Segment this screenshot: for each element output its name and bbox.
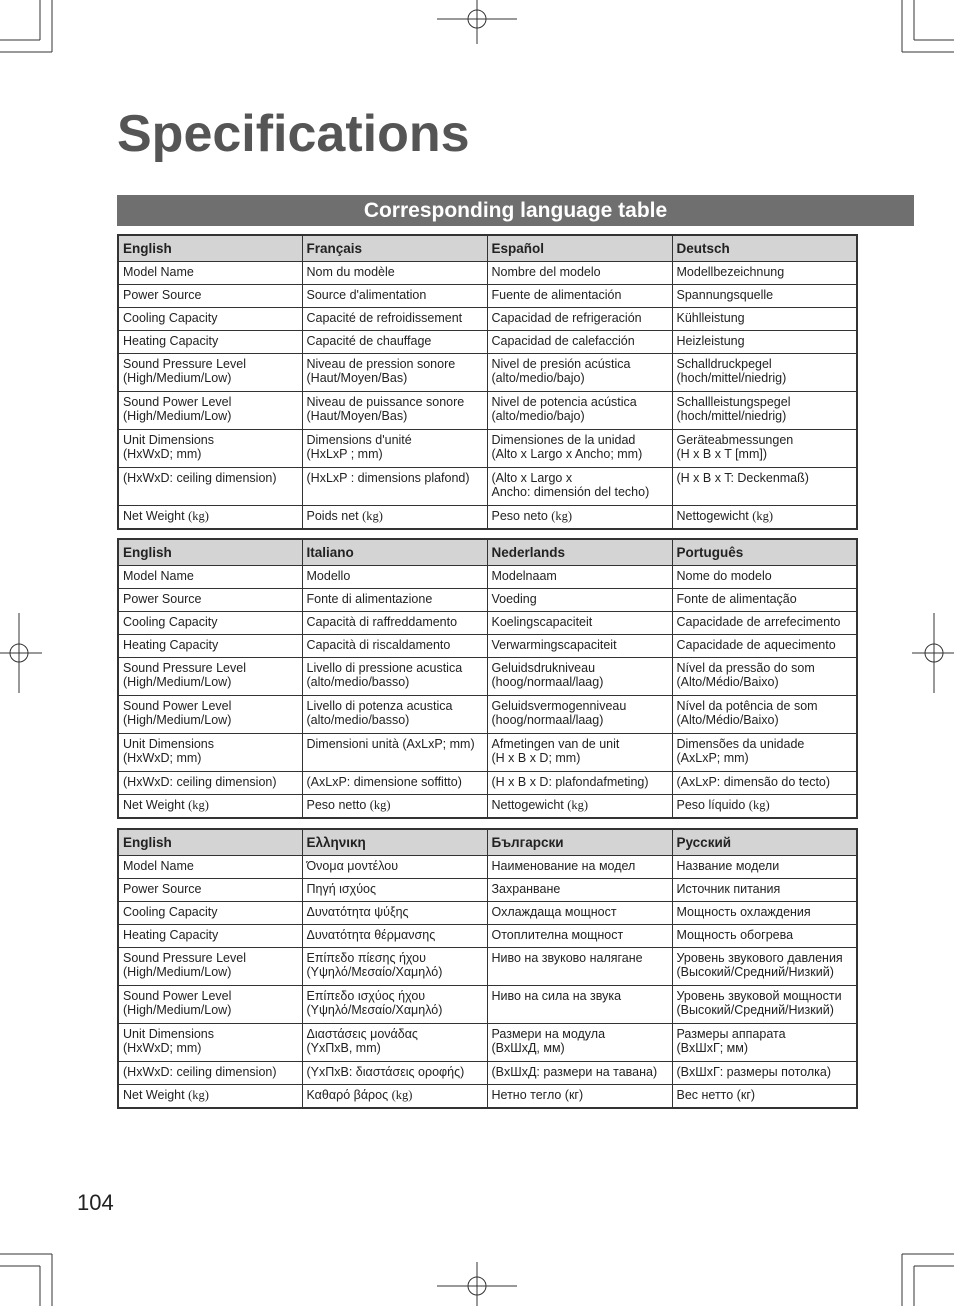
cell-text: Размеры аппарата (ВxШxГ; мм) (676, 1027, 786, 1055)
unit-kg: (kg) (188, 509, 209, 523)
table-cell (118, 658, 302, 696)
registration-mark-bottom (437, 1262, 517, 1306)
table-cell (118, 925, 302, 948)
cell-text: Source d'alimentation (306, 288, 427, 302)
table-cell (118, 1024, 302, 1062)
cell-text: Heizleistung (676, 334, 745, 348)
table-cell (672, 612, 857, 635)
table-cell (672, 795, 857, 818)
cell-text: Nível da pressão do som (Alto/Médio/Baixo) (676, 661, 815, 689)
unit-kg: (kg) (369, 798, 391, 812)
column-header: Português (672, 539, 857, 566)
table-cell (118, 696, 302, 734)
table-cell (487, 986, 672, 1024)
table-cell (302, 795, 487, 818)
table-cell (672, 1062, 857, 1085)
cell-text: Отоплителна мощност (491, 928, 624, 942)
table-cell (672, 856, 857, 879)
table-cell (118, 308, 302, 331)
table-cell (487, 1085, 672, 1108)
cell-text: Sound Pressure Level (High/Medium/Low) (123, 661, 246, 689)
table-cell (487, 696, 672, 734)
table-cell (487, 856, 672, 879)
cell-text: Ниво на сила на звука (491, 989, 622, 1003)
cell-text: Καθαρό βάρος (306, 1088, 392, 1102)
cell-text: Peso netto (306, 798, 370, 812)
cell-text: (Alto x Largo x Ancho: dimensión del techo) (491, 471, 650, 499)
table-cell (302, 506, 487, 529)
cell-text: Nível da potência de som (Alto/Médio/Baixo) (676, 699, 818, 727)
page-title: Specifications (117, 105, 470, 163)
cell-text: Nettogewicht (676, 509, 753, 523)
table-row (118, 856, 857, 879)
table-cell (487, 430, 672, 468)
table-cell (487, 468, 672, 506)
table-cell (118, 856, 302, 879)
cell-text: Sound Power Level (High/Medium/Low) (123, 989, 232, 1017)
cell-text: Schalldruckpegel (hoch/mittel/niedrig) (676, 357, 787, 385)
cell-text: (HxWxD: ceiling dimension) (123, 775, 277, 789)
cell-text: Мощность охлаждения (676, 905, 811, 919)
table-cell (672, 308, 857, 331)
cell-text: Afmetingen van de unit (H x B x D; mm) (491, 737, 620, 765)
table-row (118, 948, 857, 986)
crop-mark-top-right (894, 0, 954, 60)
cell-text: Nom du modèle (306, 265, 395, 279)
table-cell (487, 566, 672, 589)
unit-kg: (kg) (188, 798, 209, 812)
table-cell (302, 635, 487, 658)
table-cell (672, 635, 857, 658)
cell-text: Sound Pressure Level (High/Medium/Low) (123, 357, 246, 385)
table-cell (487, 308, 672, 331)
unit-kg: (kg) (188, 1088, 209, 1102)
cell-text: Net Weight (123, 509, 189, 523)
table-cell (302, 430, 487, 468)
cell-text: Unit Dimensions (HxWxD; mm) (123, 433, 215, 461)
crop-mark-top-left (0, 0, 60, 60)
crop-mark-bottom-right (894, 1246, 954, 1306)
table-cell (302, 566, 487, 589)
table-cell (487, 734, 672, 772)
cell-text: Modello (306, 569, 351, 583)
table-cell (118, 506, 302, 529)
table-cell (118, 635, 302, 658)
table-cell (118, 262, 302, 285)
cell-text: Net Weight (123, 798, 189, 812)
cell-text: Schallleistungspegel (hoch/mittel/niedrig) (676, 395, 791, 423)
table-cell (302, 696, 487, 734)
column-header: Русский (672, 829, 857, 856)
table-row (118, 589, 857, 612)
table-cell (487, 392, 672, 430)
cell-text: Net Weight (123, 1088, 189, 1102)
table-cell (118, 772, 302, 795)
cell-text: Sound Pressure Level (High/Medium/Low) (123, 951, 246, 979)
cell-text: Livello di potenza acustica (alto/medio/basso) (306, 699, 453, 727)
column-header: Nederlands (487, 539, 672, 566)
cell-text: Ниво на звуково налягане (491, 951, 643, 965)
cell-text: Capacità di riscaldamento (306, 638, 451, 652)
language-table-2 (117, 538, 858, 819)
table-cell (302, 331, 487, 354)
cell-text: Dimensioni unità (AxLxP; mm) (306, 737, 475, 751)
cell-text: (ВxШxД: размери на тавана) (491, 1065, 658, 1079)
table-cell (118, 795, 302, 818)
table-cell (302, 986, 487, 1024)
cell-text: Δυνατότητα ψύξης (306, 905, 409, 919)
table-cell (487, 658, 672, 696)
cell-text: Охлаждаща мощност (491, 905, 617, 919)
cell-text: Geluidsvermogenniveau (hoog/normaal/laag) (491, 699, 627, 727)
cell-text: Название модели (676, 859, 780, 873)
table-cell (118, 285, 302, 308)
unit-kg: (kg) (362, 509, 383, 523)
cell-text: Voeding (491, 592, 537, 606)
table-row (118, 566, 857, 589)
cell-text: Sound Power Level (High/Medium/Low) (123, 395, 232, 423)
cell-text: Niveau de pression sonore (Haut/Moyen/Bas) (306, 357, 456, 385)
cell-text: (HxLxP : dimensions plafond) (306, 471, 470, 485)
table-row (118, 430, 857, 468)
table-row (118, 612, 857, 635)
table-cell (302, 589, 487, 612)
registration-mark-left (0, 613, 42, 693)
cell-text: Наименование на модел (491, 859, 636, 873)
cell-text: Επίπεδο πίεσης ήχου (Υψηλό/Μεσαίο/Χαμηλό) (306, 951, 443, 979)
table-row (118, 734, 857, 772)
column-header: Deutsch (672, 235, 857, 262)
table-row (118, 354, 857, 392)
cell-text: Geluidsdrukniveau (hoog/normaal/laag) (491, 661, 604, 689)
table-row (118, 902, 857, 925)
table-cell (487, 879, 672, 902)
registration-mark-right (912, 613, 954, 693)
column-header: Ελληνικη (302, 829, 487, 856)
table-row (118, 696, 857, 734)
table-cell (118, 879, 302, 902)
table-cell (672, 1024, 857, 1062)
cell-text: Model Name (123, 569, 194, 583)
table-row (118, 392, 857, 430)
table-header-row (118, 829, 857, 856)
cell-text: Modelnaam (491, 569, 557, 583)
table-cell (672, 696, 857, 734)
cell-text: Capacidad de refrigeración (491, 311, 642, 325)
table-row (118, 285, 857, 308)
table-cell (118, 948, 302, 986)
table-cell (672, 902, 857, 925)
cell-text: Modellbezeichnung (676, 265, 785, 279)
cell-text: Capacité de refroidissement (306, 311, 463, 325)
cell-text: Fuente de alimentación (491, 288, 622, 302)
table-row (118, 772, 857, 795)
cell-text: Размери на модула (ВxШxД, мм) (491, 1027, 606, 1055)
cell-text: Nome do modelo (676, 569, 772, 583)
cell-text: Nettogewicht (491, 798, 568, 812)
unit-kg: (kg) (391, 1088, 413, 1102)
cell-text: Unit Dimensions (HxWxD; mm) (123, 737, 215, 765)
crop-mark-bottom-left (0, 1246, 60, 1306)
cell-text: Уровень звуковой мощности (Высокий/Средний/Низкий) (676, 989, 842, 1017)
table-cell (118, 430, 302, 468)
cell-text: Niveau de puissance sonore (Haut/Moyen/Bas) (306, 395, 465, 423)
cell-text: Model Name (123, 265, 194, 279)
table-cell (487, 589, 672, 612)
cell-text: Heating Capacity (123, 928, 219, 942)
cell-text: Нетно тегло (кг) (491, 1088, 584, 1102)
table-cell (487, 948, 672, 986)
table-cell (487, 1062, 672, 1085)
table-cell (487, 1024, 672, 1062)
cell-text: Мощность обогрева (676, 928, 794, 942)
table-cell (672, 430, 857, 468)
cell-text: Επίπεδο ισχύος ήχου (Υψηλό/Μεσαίο/Χαμηλό) (306, 989, 443, 1017)
table-cell (487, 262, 672, 285)
table-cell (302, 856, 487, 879)
cell-text: Peso neto (491, 509, 552, 523)
cell-text: (H x B x D: plafondafmeting) (491, 775, 649, 789)
cell-text: Захранване (491, 882, 561, 896)
cell-text: (AxLxP: dimensione soffitto) (306, 775, 462, 789)
table-cell (487, 612, 672, 635)
table-cell (302, 902, 487, 925)
table-cell (302, 948, 487, 986)
cell-text: Δυνατότητα θέρμανσης (306, 928, 436, 942)
table-cell (118, 612, 302, 635)
unit-kg: (kg) (567, 798, 589, 812)
table-row (118, 925, 857, 948)
cell-text: Unit Dimensions (HxWxD; mm) (123, 1027, 215, 1055)
table-cell (302, 354, 487, 392)
table-cell (672, 285, 857, 308)
table-cell (302, 772, 487, 795)
table-cell (118, 902, 302, 925)
cell-text: (HxWxD: ceiling dimension) (123, 471, 277, 485)
table-row (118, 308, 857, 331)
table-header-row (118, 235, 857, 262)
table-cell (672, 468, 857, 506)
table-cell (487, 506, 672, 529)
cell-text: (ВxШxГ: размеры потолка) (676, 1065, 831, 1079)
table-cell (487, 285, 672, 308)
table-row (118, 658, 857, 696)
page-number: 104 (77, 1190, 114, 1215)
column-header: English (118, 235, 302, 262)
table-cell (302, 285, 487, 308)
table-cell (302, 925, 487, 948)
table-cell (672, 948, 857, 986)
table-cell (118, 392, 302, 430)
cell-text: (HxWxD: ceiling dimension) (123, 1065, 277, 1079)
cell-text: Fonte di alimentazione (306, 592, 433, 606)
column-header: Français (302, 235, 487, 262)
cell-text: Poids net (306, 509, 363, 523)
table-row (118, 331, 857, 354)
table-cell (118, 986, 302, 1024)
table-cell (118, 1085, 302, 1108)
table-cell (672, 331, 857, 354)
cell-text: Fonte de alimentação (676, 592, 797, 606)
cell-text: (AxLxP: dimensão do tecto) (676, 775, 831, 789)
table-cell (672, 925, 857, 948)
language-table-1 (117, 234, 858, 530)
table-cell (302, 734, 487, 772)
cell-text: (ΥxΠxΒ: διαστάσεις οροφής) (306, 1065, 465, 1079)
table-cell (302, 879, 487, 902)
cell-text: Livello di pressione acustica (alto/medio/basso) (306, 661, 463, 689)
cell-text: Peso líquido (676, 798, 749, 812)
table-cell (302, 658, 487, 696)
table-row (118, 1024, 857, 1062)
cell-text: Geräteabmessungen (H x B x T [mm]) (676, 433, 794, 461)
table-cell (118, 589, 302, 612)
cell-text: Capacidad de calefacción (491, 334, 635, 348)
table-row (118, 506, 857, 529)
table-cell (672, 986, 857, 1024)
cell-text: Koelingscapaciteit (491, 615, 593, 629)
cell-text: Dimensions d'unité (HxLxP ; mm) (306, 433, 412, 461)
unit-kg: (kg) (752, 509, 774, 523)
table-cell (118, 354, 302, 392)
table-cell (118, 331, 302, 354)
cell-text: Capacidade de aquecimento (676, 638, 836, 652)
table-cell (118, 566, 302, 589)
table-cell (672, 734, 857, 772)
table-cell (672, 772, 857, 795)
column-header: Български (487, 829, 672, 856)
cell-text: Capacità di raffreddamento (306, 615, 458, 629)
table-cell (302, 262, 487, 285)
table-row (118, 986, 857, 1024)
table-row (118, 1062, 857, 1085)
table-cell (672, 566, 857, 589)
cell-text: Источник питания (676, 882, 781, 896)
cell-text: Cooling Capacity (123, 311, 218, 325)
table-cell (302, 1024, 487, 1062)
table-cell (672, 1085, 857, 1108)
column-header: English (118, 539, 302, 566)
table-cell (672, 658, 857, 696)
cell-text: Verwarmingscapaciteit (491, 638, 617, 652)
table-row (118, 1085, 857, 1108)
table-cell (302, 308, 487, 331)
table-cell (487, 772, 672, 795)
column-header: Español (487, 235, 672, 262)
cell-text: Spannungsquelle (676, 288, 774, 302)
column-header: Italiano (302, 539, 487, 566)
cell-text: Nivel de presión acústica (alto/medio/bajo) (491, 357, 631, 385)
cell-text: Dimensões da unidade (AxLxP; mm) (676, 737, 805, 765)
cell-text: Power Source (123, 592, 202, 606)
table-cell (487, 925, 672, 948)
table-cell (672, 506, 857, 529)
table-cell (487, 795, 672, 818)
cell-text: Nombre del modelo (491, 265, 601, 279)
table-cell (118, 1062, 302, 1085)
table-cell (487, 902, 672, 925)
table-cell (487, 331, 672, 354)
cell-text: Sound Power Level (High/Medium/Low) (123, 699, 232, 727)
registration-mark-top (437, 0, 517, 44)
cell-text: Capacité de chauffage (306, 334, 432, 348)
unit-kg: (kg) (551, 509, 573, 523)
cell-text: Heating Capacity (123, 334, 219, 348)
table-row (118, 468, 857, 506)
table-cell (302, 1062, 487, 1085)
column-header: English (118, 829, 302, 856)
cell-text: Πηγή ισχύος (306, 882, 377, 896)
table-cell (672, 262, 857, 285)
table-row (118, 879, 857, 902)
table-cell (302, 1085, 487, 1108)
cell-text: Nivel de potencia acústica (alto/medio/bajo) (491, 395, 637, 423)
cell-text: Heating Capacity (123, 638, 219, 652)
section-title-banner: Corresponding language table (117, 195, 914, 226)
table-cell (672, 879, 857, 902)
table-cell (118, 734, 302, 772)
cell-text: Cooling Capacity (123, 905, 218, 919)
cell-text: Вес нетто (кг) (676, 1088, 756, 1102)
cell-text: Power Source (123, 882, 202, 896)
cell-text: (H x B x T: Deckenmaß) (676, 471, 809, 485)
table-cell (302, 612, 487, 635)
table-cell (302, 392, 487, 430)
table-header-row (118, 539, 857, 566)
table-cell (487, 354, 672, 392)
cell-text: Cooling Capacity (123, 615, 218, 629)
cell-text: Capacidade de arrefecimento (676, 615, 841, 629)
table-row (118, 635, 857, 658)
table-row (118, 262, 857, 285)
cell-text: Όνομα μοντέλου (306, 859, 399, 873)
table-row (118, 795, 857, 818)
table-cell (672, 392, 857, 430)
cell-text: Уровень звукового давления (Высокий/Средний/Низкий) (676, 951, 843, 979)
cell-text: Power Source (123, 288, 202, 302)
cell-text: Dimensiones de la unidad (Alto x Largo x Ancho; mm) (491, 433, 643, 461)
table-cell (302, 468, 487, 506)
unit-kg: (kg) (748, 798, 770, 812)
cell-text: Kühlleistung (676, 311, 745, 325)
cell-text: Model Name (123, 859, 194, 873)
table-cell (118, 468, 302, 506)
cell-text: Διαστάσεις μονάδας (ΥxΠxΒ, mm) (306, 1027, 418, 1055)
table-cell (672, 354, 857, 392)
table-cell (487, 635, 672, 658)
language-table-3 (117, 828, 858, 1109)
table-cell (672, 589, 857, 612)
